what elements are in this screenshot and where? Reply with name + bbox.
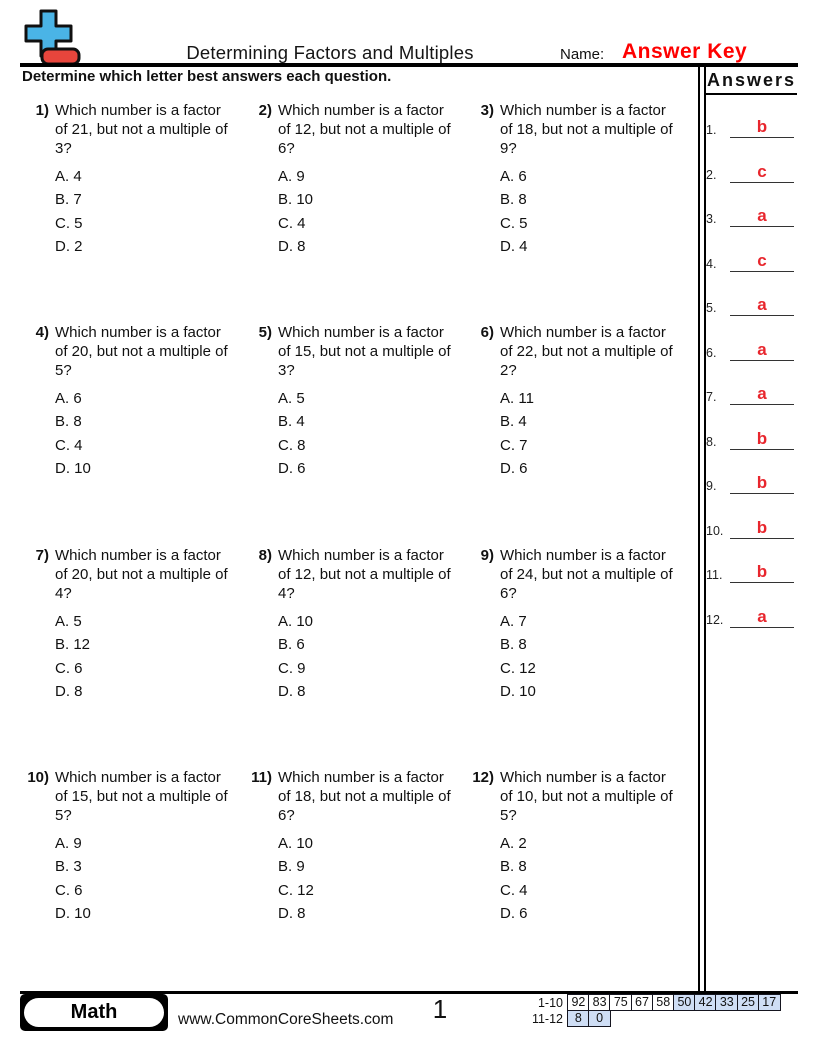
- choice-list: [278, 387, 468, 481]
- choice-c: C. 7: [500, 436, 528, 454]
- answer-item-1: [706, 111, 794, 138]
- question-1: [23, 101, 245, 259]
- choice-b: B. 9: [278, 858, 305, 876]
- subject-badge: [20, 994, 168, 1031]
- choice-d: D. 10: [500, 683, 536, 701]
- question-number: 1): [35, 102, 49, 119]
- question-text: Which number is a factor of 24, but not a multiple of 6?: [500, 547, 673, 602]
- answer-blank-line: [730, 562, 794, 583]
- choice-c: C. 5: [55, 214, 83, 232]
- choice-c: C. 9: [278, 659, 306, 677]
- choice-c: C. 4: [500, 881, 528, 899]
- score-cell: 25: [737, 994, 760, 1011]
- choice-b: B. 4: [278, 413, 305, 431]
- question-2: [246, 101, 468, 259]
- choice-c: C. 12: [500, 659, 536, 677]
- choice-a: A. 6: [55, 390, 82, 407]
- question-11: [246, 768, 468, 926]
- choice-list: [500, 832, 690, 926]
- choice-a: A. 5: [55, 613, 82, 630]
- website-url: www.CommonCoreSheets.com: [178, 1011, 394, 1028]
- subject-label: Math: [24, 998, 164, 1027]
- answer-letter: a: [757, 295, 767, 314]
- choice-d: D. 2: [55, 238, 83, 256]
- question-text: Which number is a factor of 15, but not a multiple of 5?: [55, 769, 228, 824]
- choice-a: A. 7: [500, 613, 527, 630]
- question-text: Which number is a factor of 20, but not a multiple of 4?: [55, 547, 228, 602]
- answer-blank-line: [730, 251, 794, 272]
- question-number: 5): [258, 324, 272, 341]
- question-text: Which number is a factor of 18, but not a multiple of 9?: [500, 102, 673, 157]
- choice-b: B. 12: [55, 636, 91, 654]
- choice-c: C. 12: [278, 881, 314, 899]
- score-cell: 92: [567, 994, 590, 1011]
- answer-item-2: [706, 156, 794, 183]
- answer-item-7: [706, 378, 794, 405]
- instruction-text: Determine which letter best answers each question.: [22, 68, 392, 85]
- choice-list: [278, 610, 468, 704]
- score-cell: 50: [673, 994, 696, 1011]
- score-row-label: 1-10: [537, 996, 563, 1010]
- choice-list: [278, 832, 468, 926]
- choice-list: [55, 387, 245, 481]
- answer-letter: c: [757, 161, 767, 181]
- question-text: Which number is a factor of 15, but not a multiple of 3?: [278, 324, 451, 379]
- choice-d: D. 6: [278, 460, 306, 478]
- question-number: 12): [472, 769, 494, 786]
- answer-letter: b: [756, 428, 768, 448]
- choice-c: C. 6: [55, 881, 83, 899]
- question-10: [23, 768, 245, 926]
- question-text: Which number is a factor of 12, but not a multiple of 6?: [278, 102, 451, 157]
- choice-d: D. 10: [55, 905, 91, 923]
- choice-d: D. 8: [278, 238, 306, 256]
- question-number: 9): [480, 547, 494, 564]
- choice-list: [55, 165, 245, 259]
- answer-letter: c: [757, 250, 767, 270]
- answer-key-text: Answer Key: [622, 40, 748, 63]
- choice-c: C. 4: [55, 436, 83, 454]
- choice-a: A. 9: [278, 168, 305, 185]
- score-cell: 8: [567, 1010, 590, 1027]
- answer-item-11: [706, 556, 794, 583]
- answer-item-10: [706, 512, 794, 539]
- choice-list: [500, 610, 690, 704]
- answer-number: 3.: [706, 212, 717, 226]
- question-text: Which number is a factor of 21, but not a multiple of 3?: [55, 102, 228, 157]
- choice-a: A. 11: [500, 390, 534, 407]
- choice-list: [55, 832, 245, 926]
- answer-blank-line: [730, 607, 794, 628]
- choice-b: B. 6: [278, 636, 305, 654]
- question-number: 4): [35, 324, 49, 341]
- choice-b: B. 10: [278, 191, 314, 209]
- answer-letter: b: [756, 473, 768, 492]
- answer-letter: b: [756, 517, 768, 537]
- choice-b: B. 3: [55, 858, 82, 876]
- answer-item-4: [706, 245, 794, 272]
- answer-number: 4.: [706, 256, 717, 271]
- choice-b: B. 8: [500, 858, 527, 876]
- answer-item-6: [706, 334, 794, 361]
- question-7: [23, 546, 245, 704]
- answer-number: 12.: [706, 612, 724, 627]
- question-text: Which number is a factor of 10, but not a multiple of 5?: [500, 769, 673, 824]
- choice-list: [500, 165, 690, 259]
- score-cell: 17: [758, 994, 781, 1011]
- answer-letter: a: [757, 606, 767, 626]
- question-text: Which number is a factor of 20, but not a multiple of 5?: [55, 324, 228, 379]
- name-label: Name:: [560, 46, 605, 63]
- choice-c: C. 8: [278, 436, 306, 454]
- choice-list: [278, 165, 468, 259]
- score-cell: 0: [588, 1010, 611, 1027]
- score-cell: 33: [715, 994, 738, 1011]
- answer-blank-line: [730, 518, 794, 539]
- choice-d: D. 6: [500, 460, 528, 478]
- answer-item-12: [706, 601, 794, 628]
- page-number: 1: [432, 994, 448, 1024]
- answer-number: 2.: [706, 167, 717, 182]
- answer-letter: b: [756, 117, 768, 136]
- question-number: 10): [27, 769, 49, 786]
- choice-a: A. 6: [500, 168, 527, 185]
- question-6: [468, 323, 690, 481]
- choice-a: A. 5: [278, 390, 305, 407]
- plus-minus-logo-icon: [20, 8, 84, 70]
- question-number: 2): [258, 102, 272, 119]
- answer-blank-line: [730, 340, 794, 361]
- choice-d: D. 10: [55, 460, 91, 478]
- answer-number: 5.: [706, 301, 717, 315]
- choice-c: C. 5: [500, 214, 528, 232]
- choice-d: D. 8: [278, 905, 306, 923]
- question-number: 11): [251, 769, 272, 786]
- score-row-label: 11-12: [531, 1012, 563, 1027]
- answer-item-9: [706, 467, 794, 494]
- question-number: 3): [480, 102, 494, 119]
- page-title: Determining Factors and Multiples: [186, 42, 474, 63]
- score-cell: 42: [694, 994, 717, 1011]
- answer-blank-line: [730, 295, 794, 316]
- score-cell: 58: [652, 994, 675, 1011]
- answer-blank-line: [730, 117, 794, 138]
- answer-letter: a: [757, 206, 767, 225]
- question-text: Which number is a factor of 12, but not a multiple of 4?: [278, 547, 451, 602]
- question-number: 8): [258, 547, 272, 564]
- question-12: [468, 768, 690, 926]
- choice-a: A. 9: [55, 835, 82, 852]
- answers-separator-line: [698, 64, 706, 992]
- score-cell: 67: [631, 994, 654, 1011]
- choice-b: B. 8: [500, 191, 527, 209]
- answer-item-5: [706, 289, 794, 316]
- question-text: Which number is a factor of 18, but not a multiple of 6?: [278, 769, 451, 824]
- answer-number: 11.: [706, 568, 723, 582]
- answer-blank-line: [730, 206, 794, 227]
- choice-list: [500, 387, 690, 481]
- choice-list: [55, 610, 245, 704]
- choice-a: A. 10: [278, 613, 314, 630]
- choice-a: A. 2: [500, 835, 527, 852]
- question-text: Which number is a factor of 22, but not a multiple of 2?: [500, 324, 673, 379]
- choice-d: D. 8: [55, 683, 83, 701]
- answers-panel-title: Answers: [706, 70, 797, 95]
- question-4: [23, 323, 245, 481]
- score-cell: 83: [588, 994, 611, 1011]
- answer-number: 7.: [706, 390, 717, 404]
- choice-d: D. 6: [500, 905, 528, 923]
- question-9: [468, 546, 690, 704]
- answer-blank-line: [730, 429, 794, 450]
- question-number: 7): [35, 547, 49, 564]
- choice-d: D. 8: [278, 683, 306, 701]
- question-number: 6): [480, 324, 494, 341]
- choice-d: D. 4: [500, 238, 528, 256]
- answer-number: 6.: [706, 345, 717, 360]
- question-5: [246, 323, 468, 481]
- answer-item-3: [706, 200, 794, 227]
- score-table: [527, 994, 781, 1028]
- answer-number: 10.: [706, 523, 724, 538]
- question-8: [246, 546, 468, 704]
- choice-b: B. 8: [500, 636, 527, 654]
- answer-number: 9.: [706, 479, 717, 493]
- answer-letter: a: [757, 384, 767, 403]
- answer-item-8: [706, 423, 794, 450]
- answer-number: 1.: [706, 123, 717, 137]
- header-divider: [20, 63, 798, 67]
- answer-number: 8.: [706, 434, 717, 449]
- question-3: [468, 101, 690, 259]
- choice-b: B. 7: [55, 191, 82, 209]
- choice-a: A. 4: [55, 168, 82, 185]
- answer-letter: a: [757, 339, 767, 359]
- choice-b: B. 8: [55, 413, 82, 431]
- score-cell: 75: [609, 994, 632, 1011]
- answer-blank-line: [730, 162, 794, 183]
- choice-b: B. 4: [500, 413, 527, 431]
- answer-blank-line: [730, 473, 794, 494]
- choice-a: A. 10: [278, 835, 314, 852]
- choice-c: C. 6: [55, 659, 83, 677]
- choice-c: C. 4: [278, 214, 306, 232]
- score-row-2: [527, 1010, 781, 1028]
- answer-letter: b: [756, 562, 768, 581]
- answer-blank-line: [730, 384, 794, 405]
- score-row-1: [527, 994, 781, 1012]
